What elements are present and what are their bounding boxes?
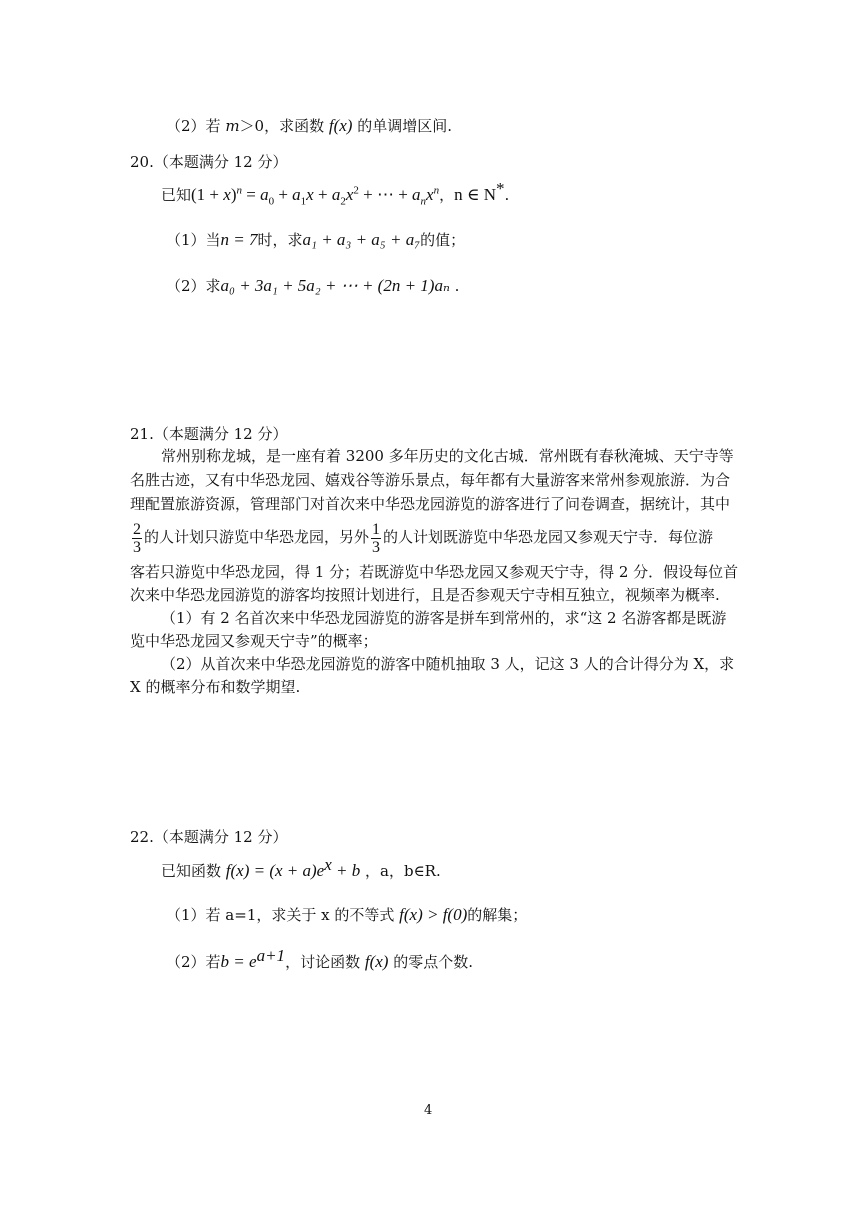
q19-part2-prefix: （2）若 — [166, 117, 226, 135]
q20-stem-prefix: 已知 — [161, 186, 192, 204]
q21-para2-line1: 客若只游览中华恐龙园，得 1 分；若既游览中华恐龙园又参观天宁寺，得 2 分．假设每位首 — [130, 563, 739, 581]
q20-stem-comma: ， — [439, 186, 455, 204]
q22-part2-suffix: 的零点个数. — [388, 953, 473, 971]
q22-part2-cond: b = e — [220, 952, 257, 971]
q22-stem-func: f(x) = (x + a)e — [225, 861, 325, 880]
q22-stem-suffix: ，a，b∈R. — [360, 862, 441, 880]
q20-part2 — [166, 275, 459, 297]
q21-part2-line2: X 的概率分布和数学期望. — [130, 678, 301, 696]
q21-para1-line1: 常州别称龙城，是一座有着 3200 多年历史的文化古城．常州既有春秋淹城、天宁寺等 — [161, 447, 734, 465]
q21-para1-line2: 名胜古迹，又有中华恐龙园、嬉戏谷等游乐景点，每年都有大量游客来常州参观旅游．为合 — [130, 471, 731, 489]
q21-fraction-line-end: 的人计划既游览中华恐龙园又参观天宁寺．每位游 — [383, 528, 714, 546]
q20-part1-mid: 时，求 — [257, 231, 303, 249]
q21-fraction-line-mid: 的人计划只游览中华恐龙园，另外 — [144, 528, 370, 546]
q22-stem — [161, 855, 441, 882]
q21-para1-line3: 理配置旅游资源，管理部门对首次来中华恐龙园游览的游客进行了问卷调查，据统计，其中 — [130, 495, 731, 513]
q21-header: 21.（本题满分 12 分） — [130, 425, 288, 443]
fraction-denominator: 3 — [133, 538, 141, 556]
q20-stem-domain-sup: * — [495, 179, 505, 198]
q22-part2-prefix: （2）若 — [166, 953, 221, 971]
q22-header: 22.（本题满分 12 分） — [130, 828, 288, 846]
q20-part1-cond: n = 7 — [220, 230, 258, 249]
q22-stem-prefix: 已知函数 — [161, 862, 226, 880]
page-number: 4 — [424, 1103, 433, 1118]
q22-part1-suffix: 的解集； — [467, 906, 528, 924]
q22-part1-ineq: f(x) > f(0) — [399, 905, 468, 924]
q20-stem-domain: n ∈ N — [454, 185, 496, 204]
q21-part1-line2: 览中华恐龙园又参观天宁寺”的概率； — [130, 632, 378, 650]
q20-part2-expr: a₀ + 3a₁ + 5a₂ + ⋯ + (2n + 1)aₙ — [220, 276, 450, 295]
q20-part2-prefix: （2）求 — [166, 277, 221, 295]
q19-part2-suffix: 的单调增区间. — [352, 117, 452, 135]
fraction-numerator: 1 — [372, 520, 381, 538]
q20-stem — [161, 179, 510, 208]
q20-part1-prefix: （1）当 — [166, 231, 221, 249]
q22-part2-cond-exp: a+1 — [256, 946, 286, 965]
fraction-denominator: 3 — [372, 538, 381, 556]
q20-part1-suffix: 的值； — [420, 231, 466, 249]
q22-part2-mid: ，讨论函数 — [285, 953, 365, 971]
q20-header: 20.（本题满分 12 分） — [130, 153, 288, 171]
q21-para2-line2: 次来中华恐龙园游览的游客均按照计划进行，且是否参观天宁寺相互独立，视频率为概率. — [130, 586, 720, 604]
q21-fraction-line — [130, 516, 713, 558]
q20-part1 — [166, 229, 465, 251]
q22-part1 — [166, 904, 527, 926]
q22-part2 — [166, 946, 473, 973]
q19-part2 — [166, 115, 452, 137]
q19-part2-fx: f(x) — [328, 116, 353, 135]
q19-part2-cond: ＞0，求函数 — [239, 117, 329, 135]
q22-part2-fx: f(x) — [364, 952, 389, 971]
fraction-numerator: 2 — [133, 520, 141, 538]
q20-stem-formula: $(1 + x)^n = a_0 + a_1x + a_2x^2$ + ⋯ + $a_nx^n$ — [191, 184, 440, 208]
q22-part1-prefix: （1）若 a=1，求关于 x 的不等式 — [166, 906, 400, 924]
q20-part2-suffix: . — [449, 277, 460, 295]
fraction-two-thirds — [132, 521, 142, 556]
q21-part2-line1: （2）从首次来中华恐龙园游览的游客中随机抽取 3 人，记这 3 人的合计得分为 X，求 — [161, 655, 735, 673]
q19-part2-var-m: m — [225, 117, 240, 135]
q20-part1-expr: a₁ + a₃ + a₅ + a₇ — [302, 230, 421, 249]
fraction-one-third — [371, 521, 381, 556]
q21-part1-line1: （1）有 2 名首次来中华恐龙园游览的游客是拼车到常州的，求“这 2 名游客都是既游 — [161, 609, 727, 627]
q20-stem-end: . — [504, 186, 510, 204]
q22-stem-exp: x — [324, 855, 332, 874]
q22-stem-tail: + b — [331, 861, 361, 880]
